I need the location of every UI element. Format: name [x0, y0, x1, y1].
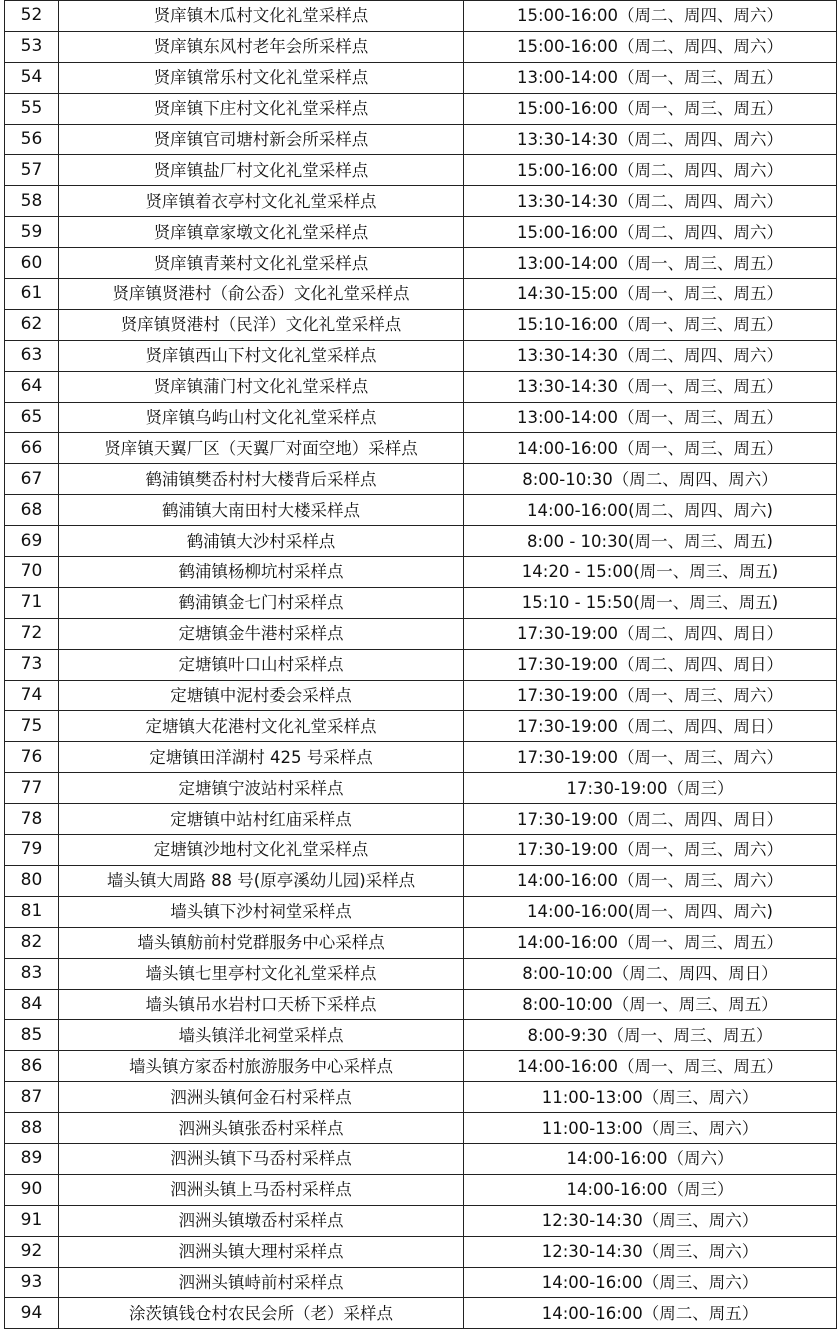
- schedule-cell: 8:00 - 10:30(周一、周三、周五): [464, 526, 837, 557]
- site-name-cell: 贤庠镇下庄村文化礼堂采样点: [59, 93, 464, 124]
- site-name-cell: 墙头镇吊水岩村口天桥下采样点: [59, 989, 464, 1020]
- table-row: [5, 1, 837, 32]
- table-row: [5, 1298, 837, 1329]
- table-row: [5, 1205, 837, 1236]
- row-number-cell: 91: [5, 1205, 59, 1236]
- schedule-cell: 15:10-16:00（周一、周三、周五）: [464, 309, 837, 340]
- table-row: [5, 1236, 837, 1267]
- schedule-cell: 13:30-14:30（周二、周四、周六）: [464, 340, 837, 371]
- row-number-cell: 71: [5, 587, 59, 618]
- table-row: [5, 402, 837, 433]
- schedule-cell: 14:20 - 15:00(周一、周三、周五): [464, 557, 837, 588]
- schedule-cell: 14:00-16:00（周一、周三、周五）: [464, 927, 837, 958]
- table-row: [5, 1174, 837, 1205]
- site-name-cell: 定塘镇中泥村委会采样点: [59, 680, 464, 711]
- row-number-cell: 60: [5, 248, 59, 279]
- table-row: [5, 680, 837, 711]
- schedule-cell: 14:00-16:00(周一、周四、周六): [464, 896, 837, 927]
- schedule-cell: 14:30-15:00（周一、周三、周五）: [464, 279, 837, 310]
- table-row: [5, 742, 837, 773]
- table-row: [5, 279, 837, 310]
- schedule-cell: 17:30-19:00（周一、周三、周六）: [464, 742, 837, 773]
- row-number-cell: 82: [5, 927, 59, 958]
- site-name-cell: 鹤浦镇大南田村大楼采样点: [59, 495, 464, 526]
- table-row: [5, 248, 837, 279]
- row-number-cell: 74: [5, 680, 59, 711]
- schedule-cell: 12:30-14:30（周三、周六）: [464, 1205, 837, 1236]
- schedule-cell: 13:30-14:30（周二、周四、周六）: [464, 186, 837, 217]
- table-row: [5, 62, 837, 93]
- site-name-cell: 贤庠镇贤港村（俞公岙）文化礼堂采样点: [59, 279, 464, 310]
- table-row: [5, 433, 837, 464]
- schedule-cell: 12:30-14:30（周三、周六）: [464, 1236, 837, 1267]
- schedule-cell: 14:00-16:00（周三、周六）: [464, 1267, 837, 1298]
- site-name-cell: 墙头镇七里亭村文化礼堂采样点: [59, 958, 464, 989]
- row-number-cell: 75: [5, 711, 59, 742]
- site-name-cell: 泗洲头镇何金石村采样点: [59, 1082, 464, 1113]
- table-row: [5, 124, 837, 155]
- schedule-cell: 14:00-16:00（周一、周三、周六）: [464, 865, 837, 896]
- table-row: [5, 1143, 837, 1174]
- schedule-cell: 15:00-16:00（周二、周四、周六）: [464, 31, 837, 62]
- site-name-cell: 贤庠镇盐厂村文化礼堂采样点: [59, 155, 464, 186]
- schedule-cell: 17:30-19:00（周二、周四、周日）: [464, 711, 837, 742]
- table-row: [5, 1267, 837, 1298]
- schedule-cell: 8:00-10:00（周二、周四、周日）: [464, 958, 837, 989]
- row-number-cell: 85: [5, 1020, 59, 1051]
- row-number-cell: 73: [5, 649, 59, 680]
- table-row: [5, 495, 837, 526]
- row-number-cell: 89: [5, 1143, 59, 1174]
- row-number-cell: 81: [5, 896, 59, 927]
- table-row: [5, 464, 837, 495]
- row-number-cell: 69: [5, 526, 59, 557]
- table-row: [5, 618, 837, 649]
- site-name-cell: 泗洲头镇张岙村采样点: [59, 1113, 464, 1144]
- table-row: [5, 371, 837, 402]
- table-row: [5, 711, 837, 742]
- site-name-cell: 定塘镇沙地村文化礼堂采样点: [59, 835, 464, 866]
- site-name-cell: 鹤浦镇金七门村采样点: [59, 587, 464, 618]
- schedule-cell: 17:30-19:00（周一、周三、周六）: [464, 835, 837, 866]
- row-number-cell: 72: [5, 618, 59, 649]
- schedule-cell: 17:30-19:00（周二、周四、周日）: [464, 618, 837, 649]
- schedule-cell: 14:00-16:00（周六）: [464, 1143, 837, 1174]
- row-number-cell: 78: [5, 804, 59, 835]
- table-row: [5, 557, 837, 588]
- schedule-cell: 13:00-14:00（周一、周三、周五）: [464, 62, 837, 93]
- site-name-cell: 涂茨镇钱仓村农民会所（老）采样点: [59, 1298, 464, 1329]
- table-row: [5, 835, 837, 866]
- site-name-cell: 墙头镇下沙村祠堂采样点: [59, 896, 464, 927]
- row-number-cell: 79: [5, 835, 59, 866]
- table-row: [5, 93, 837, 124]
- row-number-cell: 54: [5, 62, 59, 93]
- schedule-cell: 14:00-16:00（周一、周三、周五）: [464, 433, 837, 464]
- row-number-cell: 83: [5, 958, 59, 989]
- table-row: [5, 927, 837, 958]
- row-number-cell: 90: [5, 1174, 59, 1205]
- row-number-cell: 86: [5, 1051, 59, 1082]
- site-name-cell: 定塘镇大花港村文化礼堂采样点: [59, 711, 464, 742]
- table-row: [5, 309, 837, 340]
- table-row: [5, 896, 837, 927]
- schedule-cell: 13:00-14:00（周一、周三、周五）: [464, 248, 837, 279]
- row-number-cell: 59: [5, 217, 59, 248]
- site-name-cell: 贤庠镇西山下村文化礼堂采样点: [59, 340, 464, 371]
- row-number-cell: 80: [5, 865, 59, 896]
- site-name-cell: 贤庠镇蒲门村文化礼堂采样点: [59, 371, 464, 402]
- table-row: [5, 1113, 837, 1144]
- schedule-cell: 13:30-14:30（周一、周三、周五）: [464, 371, 837, 402]
- site-name-cell: 泗洲头镇大理村采样点: [59, 1236, 464, 1267]
- schedule-cell: 17:30-19:00（周二、周四、周日）: [464, 804, 837, 835]
- site-name-cell: 泗洲头镇上马岙村采样点: [59, 1174, 464, 1205]
- schedule-cell: 17:30-19:00（周二、周四、周日）: [464, 649, 837, 680]
- table-row: [5, 649, 837, 680]
- site-name-cell: 定塘镇宁波站村采样点: [59, 773, 464, 804]
- schedule-cell: 14:00-16:00（周一、周三、周五）: [464, 1051, 837, 1082]
- schedule-cell: 15:00-16:00（周一、周三、周五）: [464, 93, 837, 124]
- table-row: [5, 804, 837, 835]
- schedule-cell: 15:00-16:00（周二、周四、周六）: [464, 155, 837, 186]
- sampling-sites-table: [4, 0, 837, 1329]
- site-name-cell: 贤庠镇青莱村文化礼堂采样点: [59, 248, 464, 279]
- site-name-cell: 泗洲头镇下马岙村采样点: [59, 1143, 464, 1174]
- row-number-cell: 88: [5, 1113, 59, 1144]
- row-number-cell: 57: [5, 155, 59, 186]
- site-name-cell: 贤庠镇章家墩文化礼堂采样点: [59, 217, 464, 248]
- site-name-cell: 贤庠镇天翼厂区（天翼厂对面空地）采样点: [59, 433, 464, 464]
- schedule-cell: 8:00-10:30（周二、周四、周六）: [464, 464, 837, 495]
- table-row: [5, 340, 837, 371]
- schedule-cell: 14:00-16:00（周二、周五）: [464, 1298, 837, 1329]
- row-number-cell: 77: [5, 773, 59, 804]
- row-number-cell: 52: [5, 1, 59, 32]
- table-row: [5, 989, 837, 1020]
- schedule-cell: 14:00-16:00（周三）: [464, 1174, 837, 1205]
- schedule-cell: 15:00-16:00（周二、周四、周六）: [464, 1, 837, 32]
- site-name-cell: 贤庠镇着衣亭村文化礼堂采样点: [59, 186, 464, 217]
- schedule-cell: 13:00-14:00（周一、周三、周五）: [464, 402, 837, 433]
- table-row: [5, 155, 837, 186]
- schedule-cell: 8:00-9:30（周一、周三、周五）: [464, 1020, 837, 1051]
- site-name-cell: 泗洲头镇峙前村采样点: [59, 1267, 464, 1298]
- row-number-cell: 53: [5, 31, 59, 62]
- table-row: [5, 1051, 837, 1082]
- site-name-cell: 贤庠镇常乐村文化礼堂采样点: [59, 62, 464, 93]
- table-row: [5, 1082, 837, 1113]
- site-name-cell: 鹤浦镇樊岙村村大楼背后采样点: [59, 464, 464, 495]
- row-number-cell: 67: [5, 464, 59, 495]
- row-number-cell: 63: [5, 340, 59, 371]
- row-number-cell: 66: [5, 433, 59, 464]
- table-row: [5, 865, 837, 896]
- site-name-cell: 墙头镇方家岙村旅游服务中心采样点: [59, 1051, 464, 1082]
- row-number-cell: 92: [5, 1236, 59, 1267]
- row-number-cell: 55: [5, 93, 59, 124]
- row-number-cell: 62: [5, 309, 59, 340]
- site-name-cell: 定塘镇金牛港村采样点: [59, 618, 464, 649]
- table-body: [5, 1, 837, 1329]
- schedule-cell: 13:30-14:30（周二、周四、周六）: [464, 124, 837, 155]
- row-number-cell: 64: [5, 371, 59, 402]
- table-row: [5, 526, 837, 557]
- site-name-cell: 定塘镇田洋湖村 425 号采样点: [59, 742, 464, 773]
- site-name-cell: 贤庠镇官司塘村新会所采样点: [59, 124, 464, 155]
- row-number-cell: 65: [5, 402, 59, 433]
- table-row: [5, 587, 837, 618]
- schedule-cell: 17:30-19:00（周三）: [464, 773, 837, 804]
- schedule-cell: 15:10 - 15:50(周一、周三、周五): [464, 587, 837, 618]
- schedule-cell: 8:00-10:00（周一、周三、周五）: [464, 989, 837, 1020]
- row-number-cell: 94: [5, 1298, 59, 1329]
- site-name-cell: 贤庠镇东风村老年会所采样点: [59, 31, 464, 62]
- schedule-cell: 11:00-13:00（周三、周六）: [464, 1113, 837, 1144]
- table-row: [5, 958, 837, 989]
- site-name-cell: 定塘镇叶口山村采样点: [59, 649, 464, 680]
- site-name-cell: 鹤浦镇大沙村采样点: [59, 526, 464, 557]
- table-row: [5, 217, 837, 248]
- site-name-cell: 贤庠镇乌屿山村文化礼堂采样点: [59, 402, 464, 433]
- row-number-cell: 87: [5, 1082, 59, 1113]
- row-number-cell: 56: [5, 124, 59, 155]
- schedule-cell: 15:00-16:00（周二、周四、周六）: [464, 217, 837, 248]
- row-number-cell: 84: [5, 989, 59, 1020]
- site-name-cell: 墙头镇洋北祠堂采样点: [59, 1020, 464, 1051]
- table-row: [5, 1020, 837, 1051]
- schedule-cell: 14:00-16:00(周二、周四、周六): [464, 495, 837, 526]
- site-name-cell: 墙头镇舫前村党群服务中心采样点: [59, 927, 464, 958]
- table-row: [5, 186, 837, 217]
- row-number-cell: 76: [5, 742, 59, 773]
- schedule-cell: 11:00-13:00（周三、周六）: [464, 1082, 837, 1113]
- row-number-cell: 58: [5, 186, 59, 217]
- row-number-cell: 61: [5, 279, 59, 310]
- table-row: [5, 31, 837, 62]
- site-name-cell: 墙头镇大周路 88 号(原亭溪幼儿园)采样点: [59, 865, 464, 896]
- row-number-cell: 70: [5, 557, 59, 588]
- table-row: [5, 773, 837, 804]
- site-name-cell: 贤庠镇木瓜村文化礼堂采样点: [59, 1, 464, 32]
- site-name-cell: 鹤浦镇杨柳坑村采样点: [59, 557, 464, 588]
- row-number-cell: 68: [5, 495, 59, 526]
- schedule-cell: 17:30-19:00（周一、周三、周六）: [464, 680, 837, 711]
- site-name-cell: 泗洲头镇墩岙村采样点: [59, 1205, 464, 1236]
- site-name-cell: 贤庠镇贤港村（民洋）文化礼堂采样点: [59, 309, 464, 340]
- row-number-cell: 93: [5, 1267, 59, 1298]
- site-name-cell: 定塘镇中站村红庙采样点: [59, 804, 464, 835]
